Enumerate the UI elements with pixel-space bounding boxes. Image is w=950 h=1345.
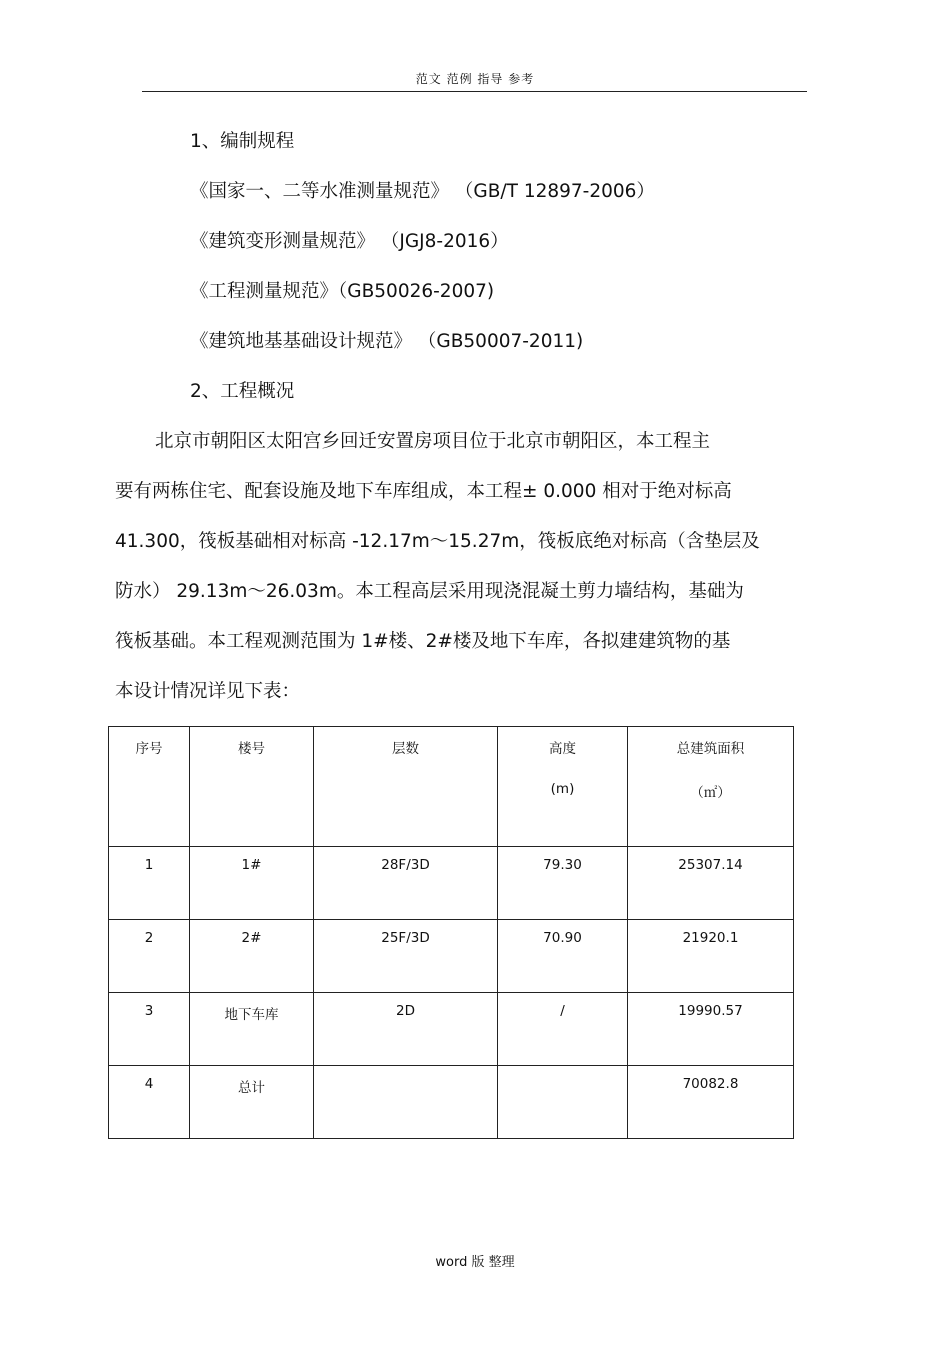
standard-item: 《工程测量规范》（GB50026-2007) (190, 281, 495, 302)
table-cell: 总计 (190, 1066, 314, 1139)
table-cell: 2# (190, 920, 314, 993)
table-cell: 2D (314, 993, 498, 1066)
table-cell: 25F/3D (314, 920, 498, 993)
page-footer: word 版 整理 (435, 1255, 515, 1270)
standard-item: 《建筑地基基础设计规范》 （GB50007-2011) (190, 331, 584, 352)
table-cell: 1# (190, 847, 314, 920)
header-unit: (m) (550, 781, 575, 797)
standard-item: 《国家一、二等水准测量规范》 （GB/T 12897-2006） (190, 181, 655, 202)
table-cell: / (498, 993, 628, 1066)
page-header: 范文 范例 指导 参考 (415, 72, 535, 86)
table-cell: 25307.14 (628, 847, 794, 920)
paragraph-line: 防水） 29.13m～26.03m。本工程高层采用现浇混凝土剪力墙结构，基础为 (115, 581, 744, 602)
table-cell: 19990.57 (628, 993, 794, 1066)
section-1-heading: 1、编制规程 (190, 131, 295, 152)
paragraph-line: 筏板基础。本工程观测范围为 1#楼、2#楼及地下车库，各拟建建筑物的基 (115, 631, 731, 652)
paragraph-line: 41.300，筏板基础相对标高 -12.17m～15.27m，筏板底绝对标高（含垫层及 (115, 531, 760, 552)
table-cell: 28F/3D (314, 847, 498, 920)
table-cell: 21920.1 (628, 920, 794, 993)
section-2-heading: 2、工程概况 (190, 381, 295, 402)
table-cell: 3 (109, 993, 190, 1066)
table-row (109, 847, 794, 920)
standard-item: 《建筑变形测量规范》 （JGJ8-2016） (190, 231, 509, 252)
table-cell: 4 (109, 1066, 190, 1139)
header-unit: （㎡） (690, 785, 731, 801)
header-cell: 楼号 (190, 727, 314, 847)
table-cell (314, 1066, 498, 1139)
table-cell: 2 (109, 920, 190, 993)
header-cell: 总建筑面积 （㎡） (628, 727, 794, 847)
header-cell: 高度 (m) (498, 727, 628, 847)
paragraph-line: 本设计情况详见下表： (115, 681, 301, 702)
table-header-row (109, 727, 794, 847)
table-row (109, 993, 794, 1066)
table-cell: 70.90 (498, 920, 628, 993)
table-cell: 1 (109, 847, 190, 920)
table-row (109, 920, 794, 993)
table-cell: 地下车库 (190, 993, 314, 1066)
paragraph-line: 要有两栋住宅、配套设施及地下车库组成，本工程± 0.000 相对于绝对标高 (115, 481, 732, 502)
table-row (109, 1066, 794, 1139)
paragraph-line: 北京市朝阳区太阳宫乡回迁安置房项目位于北京市朝阳区，本工程主 (155, 431, 711, 452)
table-cell: 70082.8 (628, 1066, 794, 1139)
header-cell: 序号 (109, 727, 190, 847)
header-rule (142, 91, 807, 92)
header-cell: 层数 (314, 727, 498, 847)
table-cell (498, 1066, 628, 1139)
table-cell: 79.30 (498, 847, 628, 920)
building-table (108, 726, 794, 1139)
